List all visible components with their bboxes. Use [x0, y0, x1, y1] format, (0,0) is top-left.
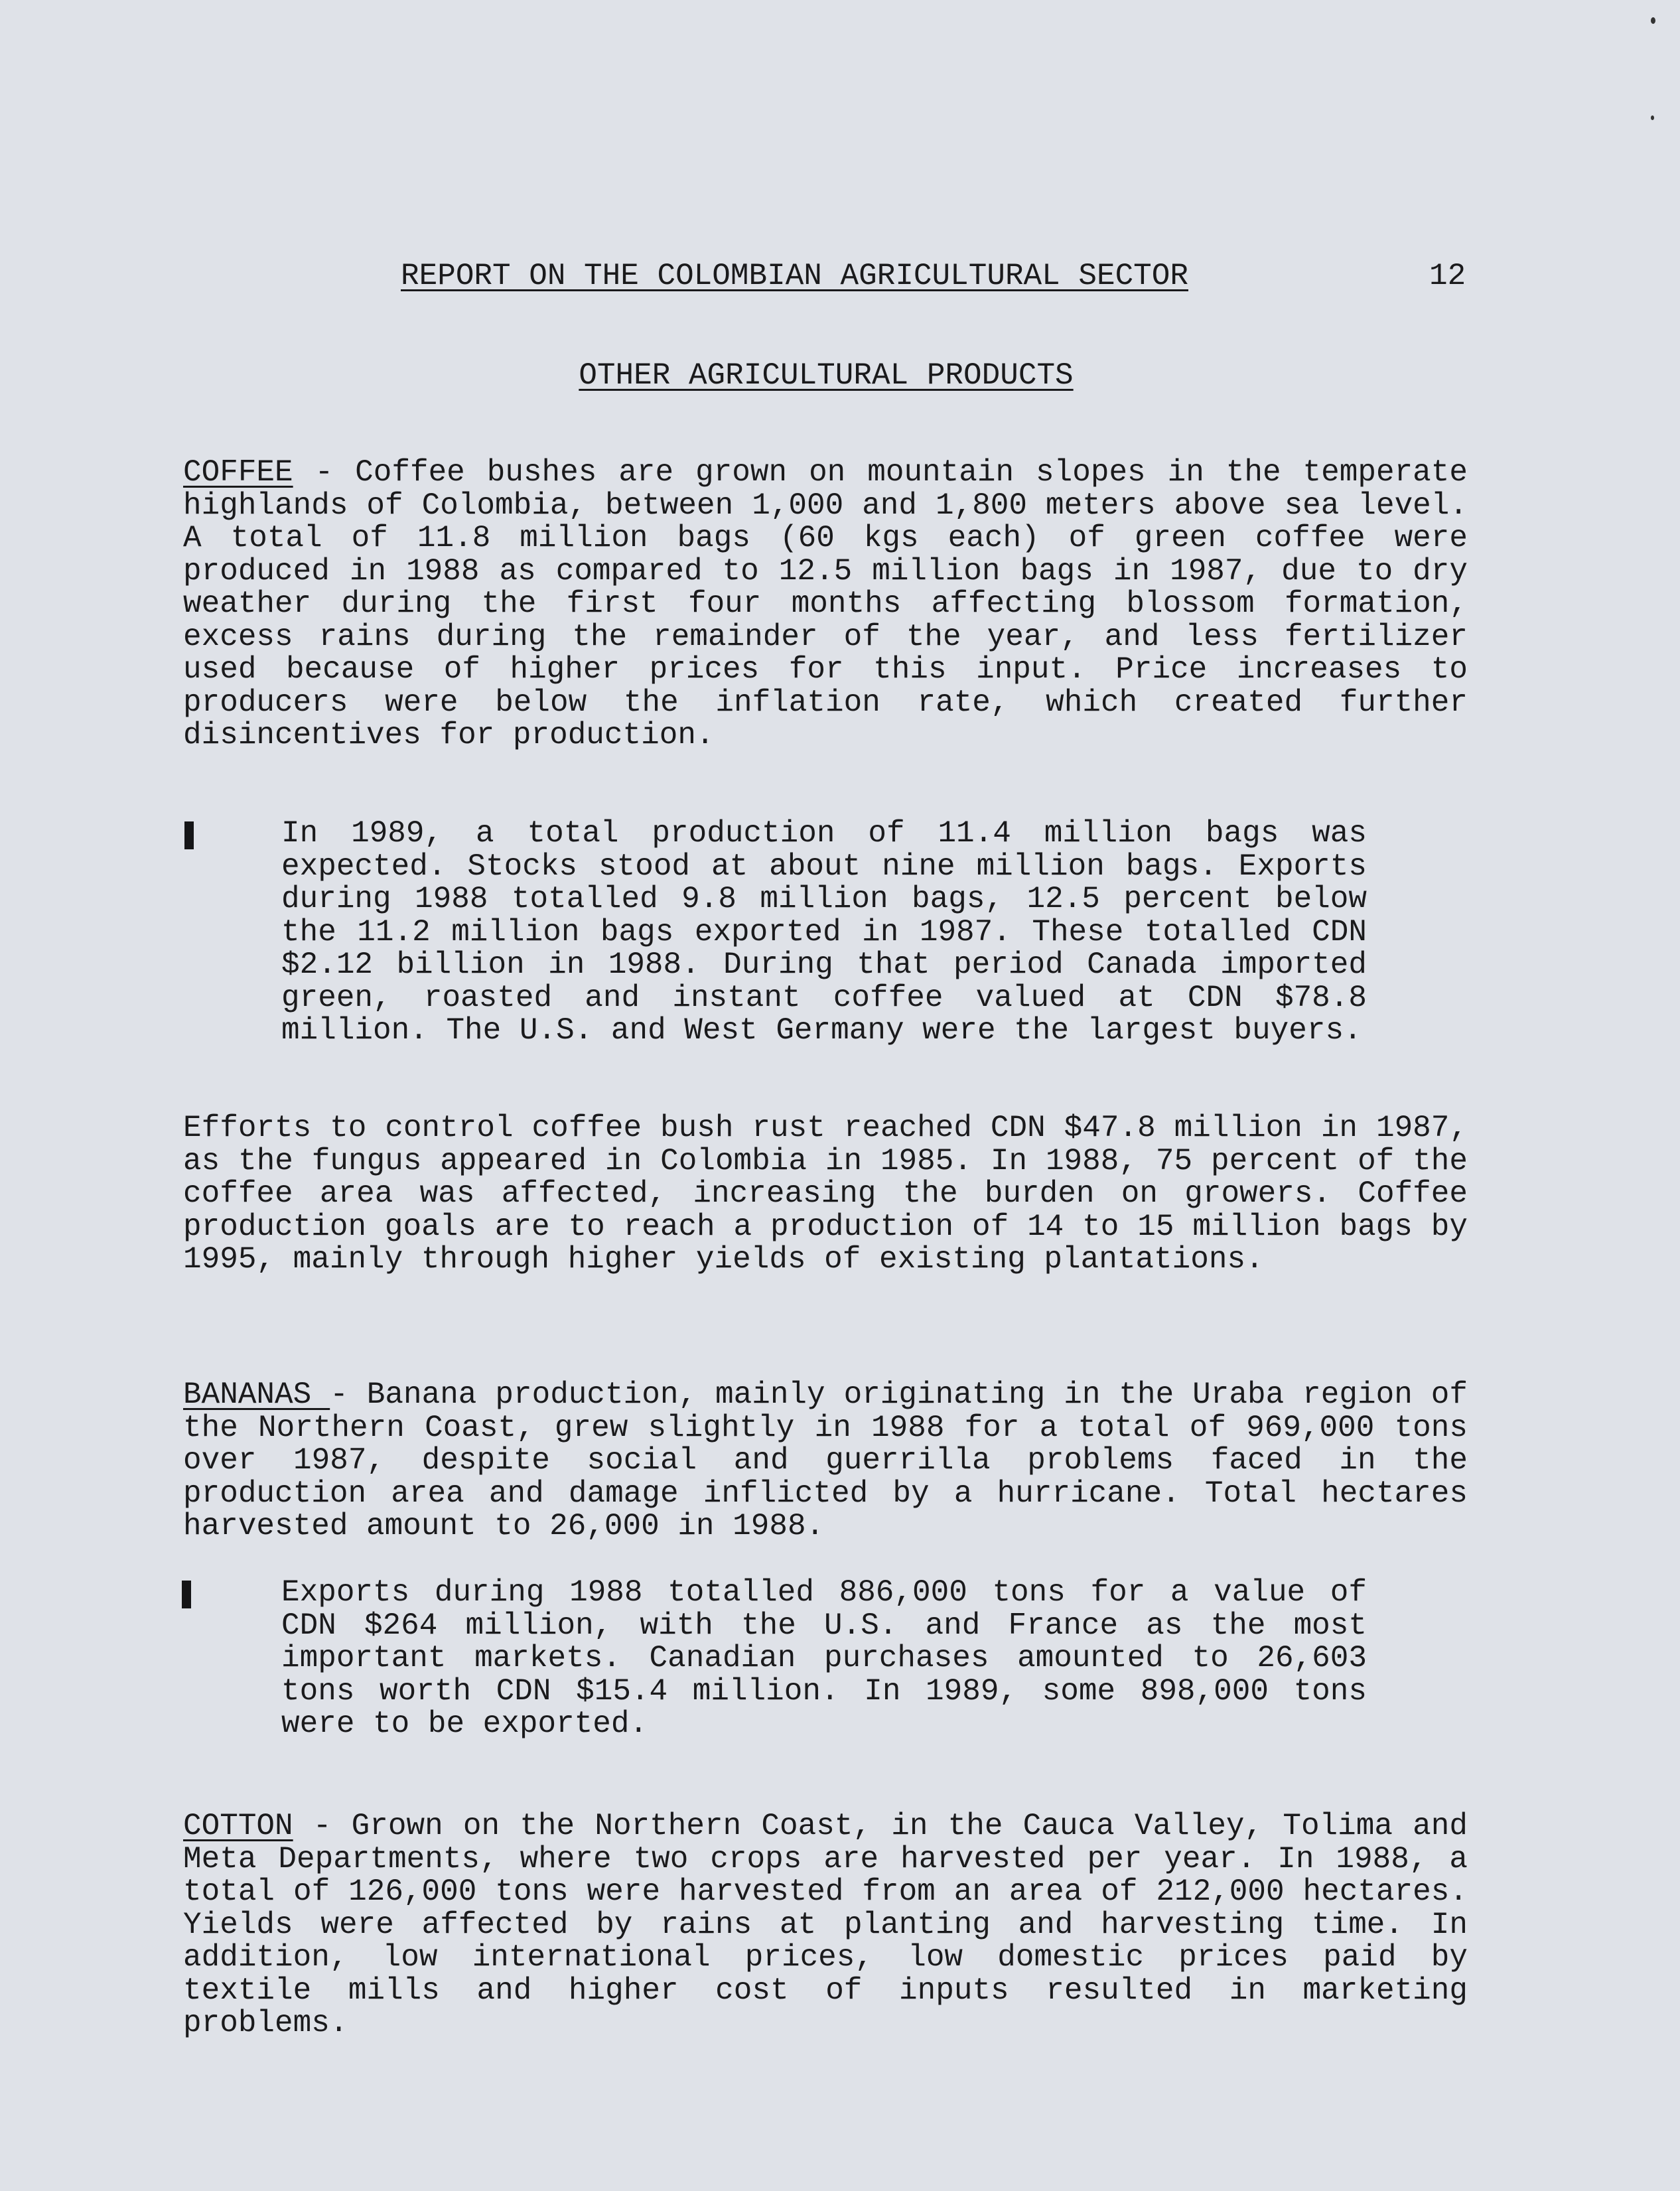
- coffee-label: COFFEE: [183, 455, 293, 490]
- report-header-title: REPORT ON THE COLOMBIAN AGRICULTURAL SECTOR: [401, 259, 1188, 293]
- section-title: [0, 357, 1652, 394]
- scan-speck: [1651, 17, 1655, 24]
- bananas-label: BANANAS: [183, 1378, 330, 1412]
- coffee-bullet-paragraph: In 1989, a total production of 11.4 million bags was expected. Stocks stood at about nine million bags. Exports during 1988 totalled 9.8 million bags, 12.5 percent below the 11.2 million bags exported in 1987. These totalled CDN $2.12 billion in 1988. During that period Canada imported green, roasted and instant coffee valued at CDN $78.8 million. The U.S. and West Germany were the largest buyers.: [281, 816, 1367, 1048]
- bananas-paragraph-text: - Banana production, mainly originating in the Uraba region of the Northern Coast, grew slightly in 1988 for a total of 969,000 tons over 1987, despite social and guerrilla problems faced in the production area and damage inflicted by a hurricane. Total hectares harvested amount to 26,000 in 1988.: [183, 1378, 1468, 1543]
- bananas-bullet-marker: [182, 1581, 191, 1608]
- scan-speck: [1651, 115, 1654, 120]
- coffee-paragraph-2: Efforts to control coffee bush rust reached CDN $47.8 million in 1987, as the fungus appeared in Colombia in 1985. In 1988, 75 percent of the coffee area was affected, increasing the burden on growers. Coffee production goals are to reach a production of 14 to 15 million bags by 1995, mainly through higher yields of existing plantations.: [183, 1111, 1468, 1277]
- cotton-paragraph-text: - Grown on the Northern Coast, in the Cauca Valley, Tolima and Meta Departments, where two crops are harvested per year. In 1988, a total of 126,000 tons were harvested from an area of 212,000 hectares. Yields were affected by rains at planting and harvesting time. In addition, low international prices, low domestic prices paid by textile mills and higher cost of inputs resulted in marketing problems.: [183, 1809, 1468, 2040]
- cotton-label: COTTON: [183, 1809, 293, 1843]
- bananas-paragraph: [183, 1379, 1468, 1543]
- section-title-text: OTHER AGRICULTURAL PRODUCTS: [579, 358, 1074, 393]
- cotton-paragraph: [183, 1810, 1468, 2040]
- coffee-paragraph-text: - Coffee bushes are grown on mountain slopes in the temperate highlands of Colombia, between 1,000 and 1,800 meters above sea level. A total of 11.8 million bags (60 kgs each) of green coffee were produced in 1988 as compared to 12.5 million bags in 1987, due to dry weather during the first four months affecting blossom formation, excess rains during the remainder of the year, and less fertilizer used because of higher prices for this input. Price increases to producers were below the inflation rate, which created further disincentives for production.: [183, 455, 1468, 752]
- bananas-bullet-paragraph: Exports during 1988 totalled 886,000 tons for a value of CDN $264 million, with the U.S. and France as the most important markets. Canadian purchases amounted to 26,603 tons worth CDN $15.4 million. In 1989, some 898,000 tons were to be exported.: [281, 1575, 1367, 1741]
- coffee-paragraph: [183, 457, 1468, 752]
- page-number: 12: [1429, 259, 1466, 293]
- coffee-bullet-marker: [184, 821, 194, 849]
